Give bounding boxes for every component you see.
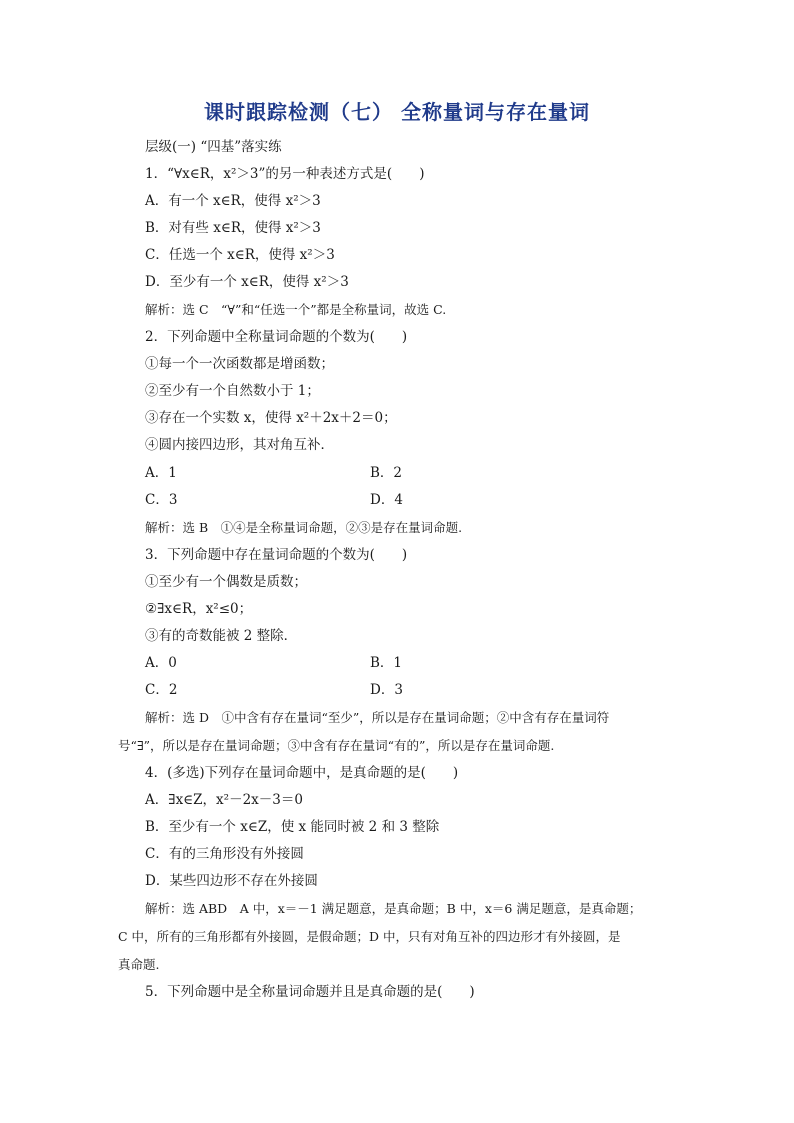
question-2-stem: 2．下列命题中全称量词命题的个数为( ) bbox=[145, 329, 408, 345]
question-3-statement-3: ③有的奇数能被 2 整除． bbox=[145, 628, 298, 644]
question-4-option-b: B．至少有一个 x∈Z，使 x 能同时被 2 和 3 整除 bbox=[145, 819, 440, 835]
question-3-statement-1: ①至少有一个偶数是质数； bbox=[145, 574, 307, 590]
question-2-option-c: C．3 bbox=[145, 492, 178, 508]
section-heading: 层级(一) “四基”落实练 bbox=[145, 139, 282, 155]
question-1-option-b: B．对有些 x∈R，使得 x²＞3 bbox=[145, 220, 321, 236]
question-2-statement-1: ①每一个一次函数都是增函数； bbox=[145, 356, 334, 372]
question-4-stem: 4．(多选)下列存在量词命题中，是真命题的是( ) bbox=[145, 765, 459, 781]
question-2-option-d: D．4 bbox=[370, 492, 403, 508]
question-3-option-d: D．3 bbox=[370, 682, 403, 698]
question-1-stem: 1．“∀x∈R，x²＞3”的另一种表述方式是( ) bbox=[145, 166, 425, 182]
question-4-analysis-line-3: 真命题. bbox=[118, 957, 160, 972]
question-4-option-c: C．有的三角形没有外接圆 bbox=[145, 846, 304, 862]
question-2-statement-4: ④圆内接四边形，其对角互补． bbox=[145, 437, 334, 453]
question-4-analysis-line-2: C 中，所有的三角形都有外接圆，是假命题；D 中，只有对角互补的四边形才有外接圆，是 bbox=[118, 929, 621, 944]
question-2-analysis: 解析：选 B ①④是全称量词命题，②③是存在量词命题. bbox=[145, 520, 463, 535]
question-4-option-a: A．∃x∈Z，x²－2x－3＝0 bbox=[145, 792, 303, 808]
question-2-option-b: B．2 bbox=[370, 465, 403, 481]
question-5-stem: 5．下列命题中是全称量词命题并且是真命题的是( ) bbox=[145, 984, 475, 1000]
page-title: 课时跟踪检测（七） 全称量词与存在量词 bbox=[204, 100, 590, 124]
question-3-analysis-line-1: 解析：选 D ①中含有存在量词“至少”，所以是存在量词命题；②中含有存在量词符 bbox=[145, 710, 610, 725]
question-3-analysis-line-2: 号“∃”，所以是存在量词命题；③中含有存在量词“有的”，所以是存在量词命题. bbox=[118, 738, 555, 753]
question-3-option-a: A．0 bbox=[145, 655, 177, 671]
question-4-analysis-line-1: 解析：选 ABD A 中，x＝－1 满足题意，是真命题；B 中，x＝6 满足题意，是真命题； bbox=[145, 901, 642, 916]
question-1-option-a: A．有一个 x∈R，使得 x²＞3 bbox=[145, 193, 321, 209]
question-1-analysis: 解析：选 C “∀”和“任选一个”都是全称量词，故选 C. bbox=[145, 302, 447, 317]
question-3-option-b: B．1 bbox=[370, 655, 403, 671]
question-3-option-c: C．2 bbox=[145, 682, 178, 698]
question-2-option-a: A．1 bbox=[145, 465, 177, 481]
question-4-option-d: D．某些四边形不存在外接圆 bbox=[145, 873, 318, 889]
question-3-stem: 3．下列命题中存在量词命题的个数为( ) bbox=[145, 547, 408, 563]
question-2-statement-2: ②至少有一个自然数小于 1； bbox=[145, 383, 320, 399]
question-3-statement-2: ②∃x∈R，x²≤0； bbox=[145, 601, 253, 617]
question-2-statement-3: ③存在一个实数 x，使得 x²＋2x＋2＝0； bbox=[145, 410, 397, 426]
question-1-option-c: C．任选一个 x∈R，使得 x²＞3 bbox=[145, 247, 335, 263]
question-1-option-d: D．至少有一个 x∈R，使得 x²＞3 bbox=[145, 274, 349, 290]
